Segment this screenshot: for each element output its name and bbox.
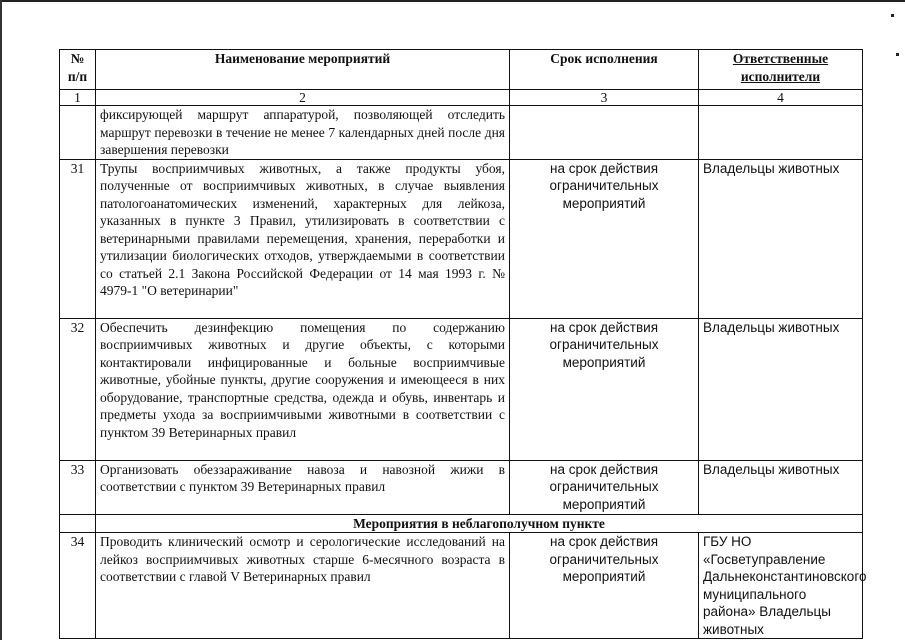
- table-row: [60, 533, 863, 639]
- column-number: 2: [96, 90, 510, 106]
- table-row: [60, 318, 863, 460]
- row-responsible: ГБУ НО «Госветуправление Дальнеконстантиновского муниципального района» Владельцы животных: [699, 533, 863, 639]
- row-number: 31: [60, 159, 96, 318]
- row-number: 32: [60, 318, 96, 460]
- row-description: фиксирующей маршрут аппаратурой, позволяющей отследить маршрут перевозки в течение не менее 7 календарных дней после дня завершения перевозки: [96, 106, 510, 160]
- row-term: на срок действия ограничительных мероприятий: [510, 533, 699, 639]
- row-description: Организовать обеззараживание навоза и навозной жижи в соответствии с пунктом 39 Ветеринарных правил: [96, 460, 510, 514]
- section-row: [60, 514, 863, 533]
- section-empty-cell: [60, 514, 96, 533]
- column-number: 1: [60, 90, 96, 106]
- row-number: [60, 106, 96, 160]
- row-term: [510, 106, 699, 160]
- row-description: Трупы восприимчивых животных, а также продукты убоя, полученные от восприимчивых животных, в случае выявления патологоанатомических изменений, характерных для лейкоза, указанных в пункте 3 Правил, утилизировать в соответствии с ветеринарными правилами перемещения, хранения, переработки и утилизации биологических отходов, утверждаемыми в соответствии со статьей 2.1 Закона Российской Федерации от 14 мая 1993 г. № 4979-1 "О ветеринарии": [96, 159, 510, 318]
- row-term: на срок действия ограничительных мероприятий: [510, 159, 699, 318]
- row-responsible: Владельцы животных: [699, 460, 863, 514]
- measures-table: [59, 49, 867, 639]
- row-number: 34: [60, 533, 96, 639]
- column-number-row: [60, 90, 863, 106]
- row-responsible: Владельцы животных: [699, 159, 863, 318]
- column-number: 4: [699, 90, 863, 106]
- scan-dot-mark: [891, 14, 894, 17]
- table-row: [60, 159, 863, 318]
- row-term: на срок действия ограничительных мероприятий: [510, 460, 699, 514]
- row-description: Проводить клинический осмотр и серологические исследований на лейкоз восприимчивых животных старше 6-месячного возраста в соответствии с главой V Ветеринарных правил: [96, 533, 510, 639]
- header-name: Наименование мероприятий: [96, 50, 510, 90]
- column-number: 3: [510, 90, 699, 106]
- table-header-row: [60, 50, 863, 90]
- header-responsible-text: Ответственные исполнители: [732, 51, 829, 84]
- row-number: 33: [60, 460, 96, 514]
- row-term: на срок действия ограничительных мероприятий: [510, 318, 699, 460]
- left-border-line: [0, 0, 2, 640]
- section-title: Мероприятия в неблагополучном пункте: [96, 514, 863, 533]
- row-responsible: [699, 106, 863, 160]
- header-term: Срок исполнения: [510, 50, 699, 90]
- row-responsible: Владельцы животных: [699, 318, 863, 460]
- table-row: [60, 106, 863, 160]
- row-description: Обеспечить дезинфекцию помещения по содержанию восприимчивых животных и другие объекты, с которыми контактировали инфицированные и больные восприимчивые животные, убойные пункты, другие сооружения и имеющееся в них оборудование, транспортные средства, одежда и обувь, инвентарь и предметы ухода за восприимчивыми животными в соответствии с пунктом 39 Ветеринарных правил: [96, 318, 510, 460]
- header-number: № п/п: [60, 50, 96, 90]
- header-responsible: [699, 50, 863, 90]
- scan-dot-mark: [896, 53, 899, 56]
- table-row: [60, 460, 863, 514]
- top-border-line: [0, 0, 905, 2]
